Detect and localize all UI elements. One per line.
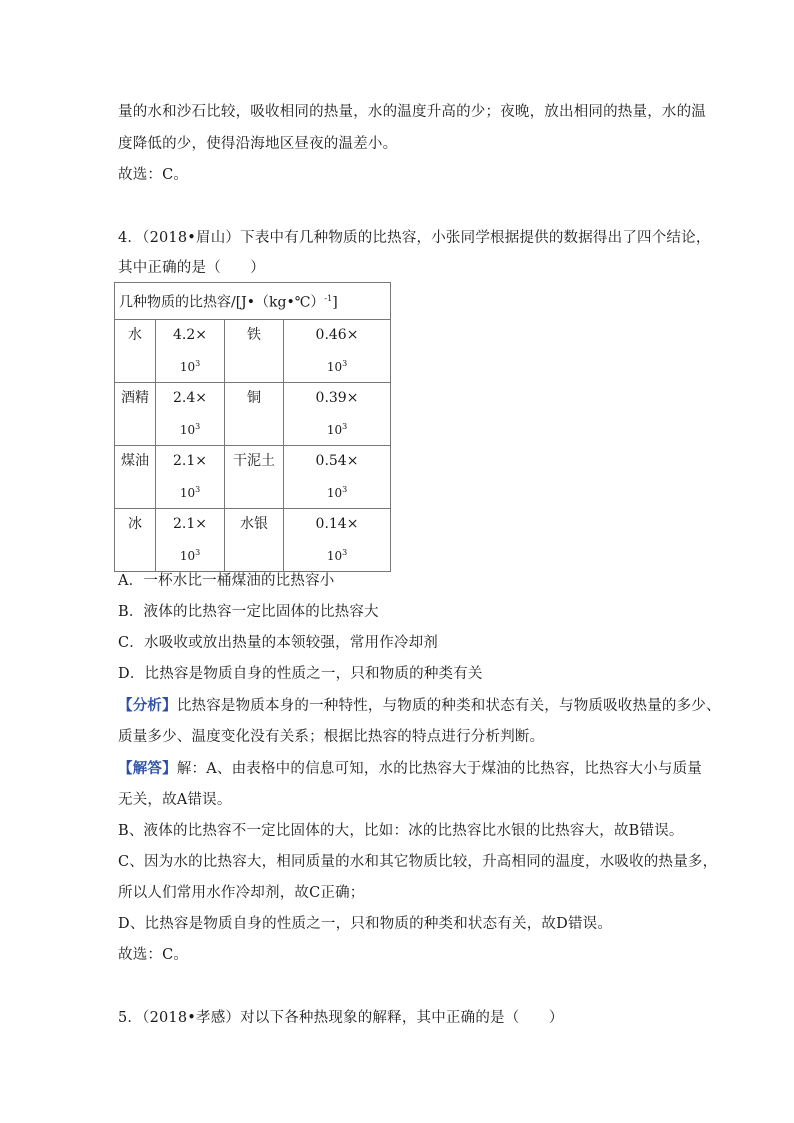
option-a: A．一杯水比一桶煤油的比热容小	[118, 573, 335, 589]
analysis-line-2: 质量多少、温度变化没有关系；根据比热容的特点进行分析判断。	[118, 729, 545, 745]
solution-c-1: C、因为水的比热容大，相同质量的水和其它物质比较，升高相同的温度，水吸收的热量多，	[118, 854, 718, 870]
prev-answer: 故选：C。	[118, 167, 189, 183]
table-row: 水 4.2× $10^3$ 铁 0.46× $10^3$	[115, 319, 391, 382]
analysis-tag: 【分析】	[118, 697, 177, 714]
solution-line-1: 【解答】解：A、由表格中的信息可知，水的比热容大于煤油的比热容，比热容大小与质量	[118, 760, 702, 777]
question-4-stem-1: 4．（2018•眉山）下表中有几种物质的比热容，小张同学根据提供的数据得出了四个结论，	[118, 230, 711, 246]
solution-d: D、比热容是物质自身的性质之一，只和物质的种类和状态有关，故D错误。	[118, 916, 613, 932]
option-c: C．水吸收或放出热量的本领较强，常用作冷却剂	[118, 635, 438, 651]
question-4-answer: 故选：C。	[118, 947, 189, 963]
analysis-line-1: 【分析】比热容是物质本身的一种特性，与物质的种类和状态有关，与物质吸收热量的多少、	[118, 697, 721, 714]
prev-solution-line-2: 度降低的少，使得沿海地区昼夜的温差小。	[118, 136, 398, 152]
specific-heat-table	[114, 282, 391, 572]
question-5-stem: 5．（2018•孝感）对以下各种热现象的解释，其中正确的是（ ）	[118, 1010, 564, 1026]
option-d: D．比热容是物质自身的性质之一，只和物质的种类有关	[118, 666, 483, 682]
solution-tag: 【解答】	[118, 760, 177, 777]
question-4-stem-2: 其中正确的是（ ）	[118, 260, 265, 276]
solution-b: B、液体的比热容不一定比固体的大，比如：冰的比热容比水银的比热容大，故B错误。	[118, 823, 684, 839]
table-row: 冰 2.1× $10^3$ 水银 0.14× $10^3$	[115, 508, 391, 571]
table-row: 煤油 2.1× $10^3$ 干泥土 0.54× $10^3$	[115, 445, 391, 508]
option-b: B．液体的比热容一定比固体的比热容大	[118, 604, 379, 620]
table-title: 几种物质的比热容/[J•（kg•℃）$^{-1}$]	[115, 283, 391, 320]
solution-c-2: 所以人们常用水作冷却剂，故C正确；	[118, 885, 365, 901]
table-row: 酒精 2.4× $10^3$ 铜 0.39× $10^3$	[115, 382, 391, 445]
solution-line-2: 无关，故A错误。	[118, 792, 232, 808]
prev-solution-line-1: 量的水和沙石比较，吸收相同的热量，水的温度升高的少；夜晚，放出相同的热量，水的温	[118, 104, 706, 120]
